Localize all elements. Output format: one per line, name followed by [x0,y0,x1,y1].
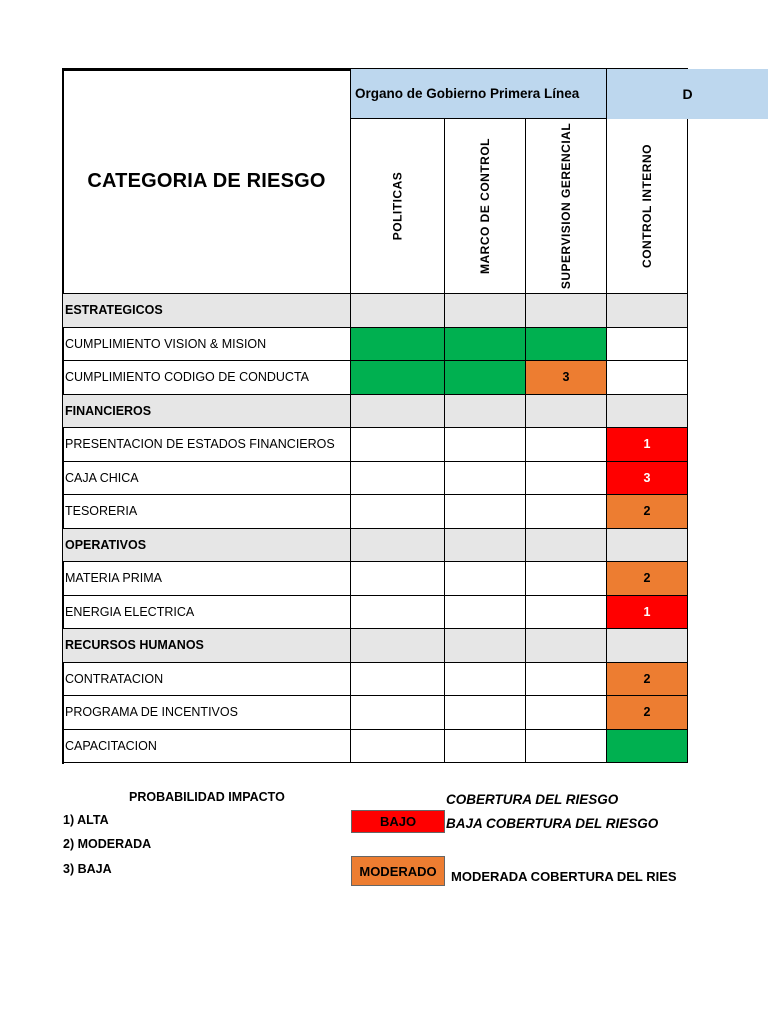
row-label: CAJA CHICA [63,462,351,496]
row-label: MATERIA PRIMA [63,562,351,596]
row-label: PROGRAMA DE INCENTIVOS [63,696,351,730]
row-label: TESORERIA [63,495,351,529]
bajo-description: BAJA COBERTURA DEL RIESGO [446,816,659,831]
matrix-cell [351,328,445,362]
matrix-cell: 2 [607,696,688,730]
column-header-label: POLITICAS [390,171,405,241]
group-header-2: D [607,69,768,119]
matrix-cell [445,361,526,395]
matrix-cell [445,663,526,697]
matrix-cell [445,462,526,496]
matrix-cell [351,730,445,764]
matrix-cell [351,395,445,429]
matrix-cell [445,294,526,328]
moderado-description: MODERADA COBERTURA DEL RIES [451,869,677,884]
row-label: CUMPLIMIENTO CODIGO DE CONDUCTA [63,361,351,395]
row-label: PRESENTACION DE ESTADOS FINANCIEROS [63,428,351,462]
column-header [351,119,445,294]
matrix-cell [526,663,607,697]
matrix-cell [526,495,607,529]
column-header-label: MARCO DE CONTROL [478,138,492,274]
matrix-cell [351,596,445,630]
category-row-label: ESTRATEGICOS [63,294,351,328]
matrix-cell [351,294,445,328]
matrix-cell: 1 [607,428,688,462]
matrix-cell [526,562,607,596]
matrix-cell: 3 [607,462,688,496]
matrix-cell [526,395,607,429]
matrix-cell [526,328,607,362]
coverage-title: COBERTURA DEL RIESGO [446,792,619,807]
column-header-label: SUPERVISION GERENCIAL [559,122,573,290]
matrix-cell [607,361,688,395]
category-row-label: RECURSOS HUMANOS [63,629,351,663]
matrix-cell [607,294,688,328]
row-label: ENERGIA ELECTRICA [63,596,351,630]
row-label: CAPACITACION [63,730,351,764]
matrix-cell [445,696,526,730]
matrix-cell [445,562,526,596]
matrix-cell [351,428,445,462]
matrix-cell [607,629,688,663]
matrix-cell [445,529,526,563]
matrix-cell [351,361,445,395]
moderado-swatch: MODERADO [351,856,445,886]
matrix-cell [445,730,526,764]
matrix-cell [526,462,607,496]
matrix-cell [526,294,607,328]
matrix-cell [351,529,445,563]
category-row-label: OPERATIVOS [63,529,351,563]
bajo-swatch: BAJO [351,810,445,833]
matrix-cell [607,529,688,563]
matrix-cell [445,395,526,429]
column-header-label: CONTROL INTERNO [640,144,655,268]
matrix-cell [351,696,445,730]
matrix-cell [445,596,526,630]
matrix-cell [351,629,445,663]
column-header [445,119,526,294]
matrix-cell [526,629,607,663]
matrix-cell: 2 [607,495,688,529]
category-row-label: FINANCIEROS [63,395,351,429]
matrix-cell: 2 [607,562,688,596]
probability-item-alta: 1) ALTA [63,813,109,827]
matrix-cell [526,596,607,630]
matrix-cell [526,428,607,462]
probability-title: PROBABILIDAD IMPACTO [129,790,285,804]
matrix-cell: 2 [607,663,688,697]
row-label: CUMPLIMIENTO VISION & MISION [63,328,351,362]
row-label: CONTRATACION [63,663,351,697]
matrix-cell [526,529,607,563]
matrix-cell [351,462,445,496]
probability-item-moderada: 2) MODERADA [63,837,152,851]
matrix-cell [607,328,688,362]
group-header: Organo de Gobierno Primera Línea [351,69,607,119]
matrix-cell [351,495,445,529]
table-title: CATEGORIA DE RIESGO [63,69,351,294]
matrix-cell [445,629,526,663]
matrix-cell [351,663,445,697]
matrix-cell [445,495,526,529]
matrix-cell [526,696,607,730]
column-header [526,119,607,294]
matrix-cell [445,328,526,362]
matrix-cell [445,428,526,462]
probability-item-baja: 3) BAJA [63,862,112,876]
matrix-cell [526,730,607,764]
matrix-cell [351,562,445,596]
matrix-cell: 3 [526,361,607,395]
column-header [607,119,688,294]
matrix-cell: 1 [607,596,688,630]
matrix-cell [607,395,688,429]
matrix-cell [607,730,688,764]
